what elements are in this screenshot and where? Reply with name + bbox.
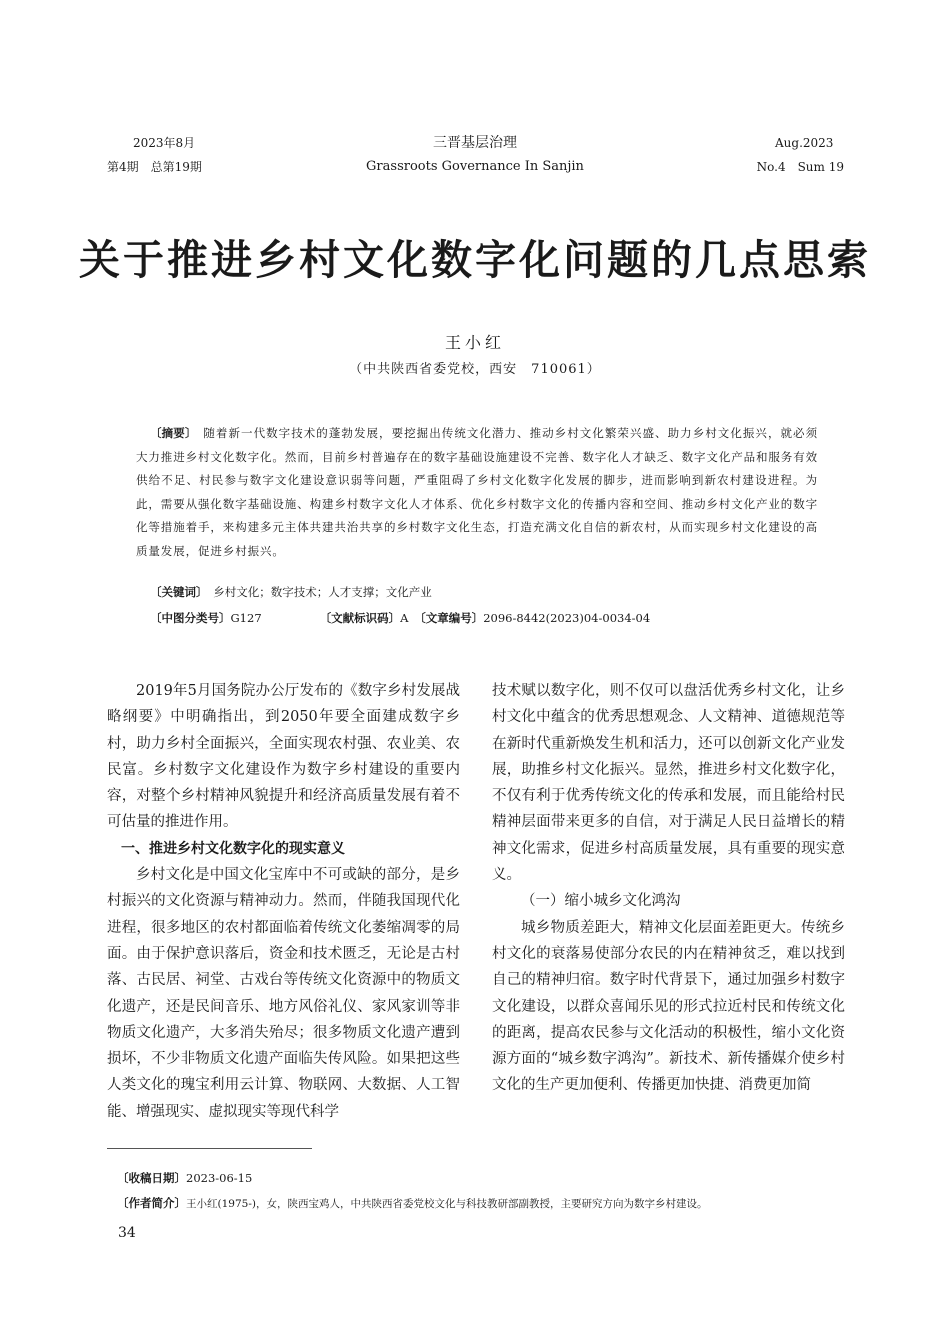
journal-title-en: Grassroots Governance In Sanjin	[366, 159, 584, 174]
article-title: 关于推进乡村文化数字化问题的几点思索	[79, 236, 871, 284]
clc-value: G127	[230, 611, 262, 625]
header-issue-cn: 第4期 总第19期	[107, 160, 202, 174]
header-date-en: Aug.2023	[775, 136, 834, 150]
clc-label: 〔中图分类号〕	[150, 611, 231, 625]
abstract-label: 〔摘要〕	[150, 426, 191, 440]
right-column	[492, 678, 845, 1099]
abstract	[136, 422, 818, 563]
header-date-cn: 2023年8月	[133, 136, 196, 150]
abstract-text: 随着新一代数字技术的蓬勃发展，要挖掘出传统文化潜力、推动乡村文化繁荣兴盛、助力乡村文化振兴，就必须大力推进乡村文化数字化。然而，目前乡村普遍存在的数字基础设施建设不完善、数字化人才缺乏、数字文化产品和服务有效供给不足、村民参与数字文化建设意识弱等问题，严重阻碍了乡村文化数字化发展的脚步，进而影响到新农村建设进程。为此，需要从强化数字基础设施、构建乡村数字文化人才体系、优化乡村数字文化的传播内容和空间、推动乡村文化产业的数字化等措施着手，来构建多元主体共建共治共享的乡村数字文化生态，打造充满文化自信的新农村，从而实现乡村文化建设的高质量发展，促进乡村振兴。	[136, 426, 819, 558]
author-name: 王小红	[444, 333, 505, 352]
body-paragraph: 技术赋以数字化，则不仅可以盘活优秀乡村文化，让乡村文化中蕴含的优秀思想观念、人文精神、道德规范等在新时代重新焕发生机和活力，还可以创新文化产业发展，助推乡村文化振兴。显然，推进乡村文化数字化，不仅有利于优秀传统文化的传承和发展，而且能给村民精神层面带来更多的自信，对于满足人民日益增长的精神文化需求，促进乡村高质量发展，具有重要的现实意义。	[492, 683, 845, 884]
keywords-text: 乡村文化；数字技术；人才支撑；文化产业	[213, 585, 432, 599]
classification-line	[150, 610, 770, 626]
journal-title-cn: 三晋基层治理	[433, 135, 517, 151]
left-column	[107, 678, 460, 1125]
header-issue-en: No.4 Sum 19	[756, 160, 844, 174]
article-number-label: 〔文章编号〕	[419, 611, 484, 625]
keywords	[150, 584, 432, 600]
footnote-author: 〔作者简介〕王小红(1975-)，女，陕西宝鸡人，中共陕西省委党校文化与科技教研部副教授，主要研究方向为数字乡村建设。	[117, 1196, 708, 1210]
section-heading-2: （一）缩小城乡文化鸿沟	[521, 893, 681, 910]
body-paragraph: 城乡物质差距大，精神文化层面差距更大。传统乡村文化的衰落易使部分农民的内在精神贫乏，难以找到自己的精神归宿。数字时代背景下，通过加强乡村数字文化建设，以群众喜闻乐见的形式拉近村民和传统文化的距离，提高农民参与文化活动的积极性，缩小文化资源方面的“城乡数字鸿沟”。新技术、新传播媒介使乡村文化的生产更加便利、传播更加快捷、消费更加简	[492, 919, 845, 1094]
section-heading-1: 一、推进乡村文化数字化的现实意义	[121, 840, 345, 857]
keywords-label: 〔关键词〕	[150, 585, 202, 599]
author-affiliation: （中共陕西省委党校，西安 710061）	[349, 362, 601, 377]
footnote-rule	[107, 1148, 312, 1149]
doc-code-value: A	[400, 611, 409, 625]
doc-code-label: 〔文献标识码〕	[319, 611, 401, 625]
footnote-received: 〔收稿日期〕2023-06-15	[117, 1171, 253, 1185]
article-number-value: 2096-8442(2023)04-0034-04	[483, 611, 651, 625]
page-number: 34	[118, 1225, 136, 1241]
body-paragraph: 2019年5月国务院办公厅发布的《数字乡村发展战略纲要》中明确指出，到2050年要全面建成数字乡村，助力乡村全面振兴，全面实现农村强、农业美、农民富。乡村数字文化建设作为数字乡村建设的重要内容，对整个乡村精神风貌提升和经济高质量发展有着不可估量的推进作用。	[107, 683, 460, 831]
body-paragraph: 乡村文化是中国文化宝库中不可或缺的部分，是乡村振兴的文化资源与精神动力。然而，伴随我国现代化进程，很多地区的农村都面临着传统文化萎缩凋零的局面。由于保护意识落后，资金和技术匮乏，无论是古村落、古民居、祠堂、古戏台等传统文化资源中的物质文化遗产，还是民间音乐、地方风俗礼仪、家风家训等非物质文化遗产，大多消失殆尽；很多物质文化遗产遭到损坏，不少非物质文化遗产面临失传风险。如果把这些人类文化的瑰宝利用云计算、物联网、大数据、人工智能、增强现实、虚拟现实等现代科学	[107, 867, 460, 1120]
